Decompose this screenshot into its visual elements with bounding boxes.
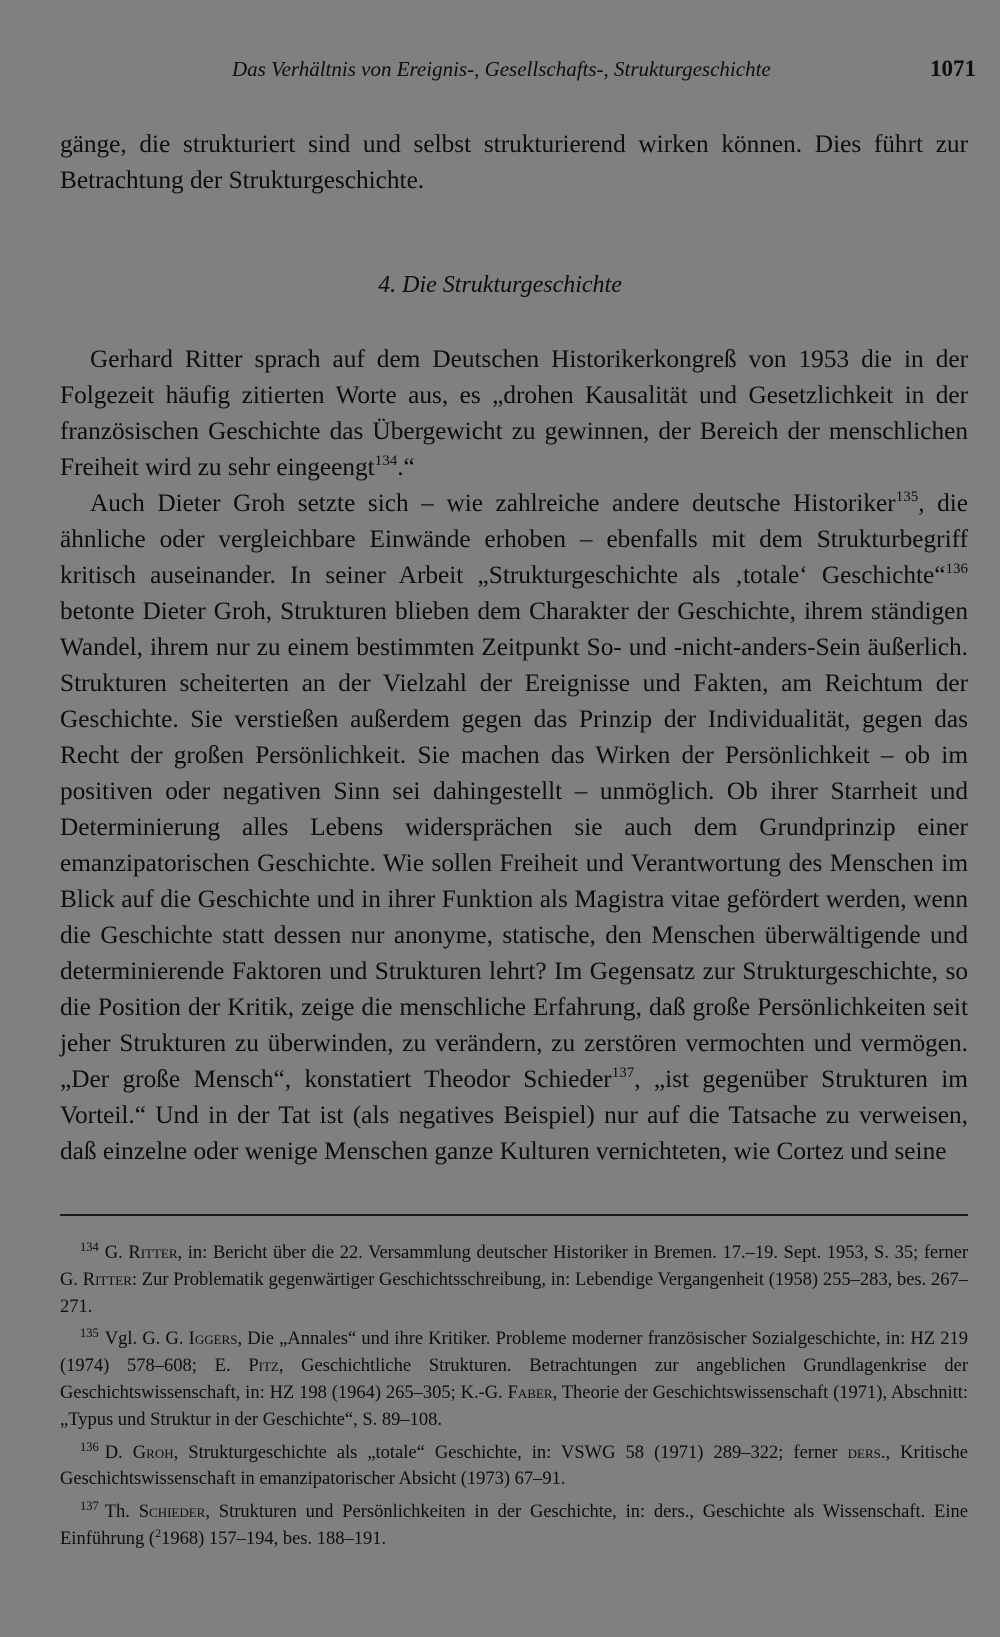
footnote-135: $^{135}$ Vgl. G. G. Iggers, Die „Annales“ und ihre Kritiker. Probleme moderner französischer Sozialgeschichte, in: HZ 219 (1974) 578–608; E. Pitz, Geschichtliche Strukturen. Betrachtungen zur angeblichen Grundlagenkrise der Geschichtswissenschaft, in: HZ 198 (1964) 265–305; K.-G. Faber, Theorie der Geschichtswissenschaft (1971), Abschnitt: „Typus und Struktur in der Geschichte“, S. 89–108. [60,1326,969,1430]
paragraph-groh: Auch Dieter Groh setzte sich – wie zahlreiche andere deutsche Historiker$^{135}$, die ähnliche oder vergleichbare Einwände erhoben – ebenfalls mit dem Strukturbegriff kritisch auseinander. In seiner Arbeit „Strukturgeschichte als ‚totale‘ Geschichte“$^{136}$ betonte Dieter Groh, Strukturen blieben dem Charakter der Geschichte, ihrem ständigen Wandel, ihrem nur zu einem bestimmten Zeitpunkt So- und -nicht-anders-Sein äußerlich. Strukturen scheiterten an der Vielzahl der Ereignisse und Fakten, am Reichtum der Geschichte. Sie verstießen außerdem gegen das Prinzip der Individualität, gegen das Recht der großen Persönlichkeit. Sie machen das Wirken der Persönlichkeit – ob im positiven oder negativen Sinn sei dahingestellt – unmöglich. Ob ihrer Starrheit und Determinierung alles Lebens widersprächen sie auch dem Grundprinzip einer emanzipatorischen Geschichte. Wie sollen Freiheit und Verantwortung des Menschen im Blick auf die Geschichte und in ihrer Funktion als Magistra vitae gefördert werden, wenn die Geschichte statt dessen nur anonyme, statische, den Menschen überwältigende und determinierende Faktoren und Strukturen lehrt? Im Gegensatz zur Strukturgeschichte, so die Position der Kritik, zeige die menschliche Erfahrung, daß große Persönlichkeiten seit jeher Strukturen zu überwinden, zu verändern, zu zerstören vermochten und vermögen. „Der große Mensch“, konstatiert Theodor Schieder$^{137}$, „ist gegenüber Strukturen im Vorteil.“ Und in der Tat ist (als negatives Beispiel) nur auf die Tatsache zu verweisen, daß einzelne oder wenige Menschen ganze Kulturen vernichteten, wie Cortez und seine [60,489,968,1165]
footnote-author: Schieder [138,1502,206,1523]
paragraph-ritter: Gerhard Ritter sprach auf dem Deutschen Historikerkongreß von 1953 die in der Folgezeit häufig zitierten Worte aus, es „drohen Kausalität und Gesetzlichkeit in der französischen Geschichte das Übergewicht zu gewinnen, der Bereich der menschlichen Freiheit wird zu sehr eingeengt$^{134}$.“ [60,345,968,481]
footnote-number: 137 [80,1499,99,1514]
footnote-number: 135 [80,1326,99,1341]
footnote-author: E. Pitz [214,1356,279,1377]
footnote-author: G. Ritter [60,1269,132,1290]
footnote-134: $^{134}$ G. Ritter, in: Bericht über die 22. Versammlung deutscher Historiker in Bremen. 17.–19. Sept. 1953, S. 35; ferner G. Ritter: Zur Problematik gegenwärtiger Geschichtsschreibung, in: Lebendige Vergangenheit (1958) 255–283, bes. 267–271. [60,1240,968,1317]
footnote-136: $^{136}$ D. Groh, Strukturgeschichte als „totale“ Geschichte, in: VSWG 58 (1971) 289–322; ferner ders., Kritische Geschichtswissenschaft in emanzipatorischer Absicht (1973) 67–91. [60,1439,968,1490]
footnote-ref-137[interactable]: 137 [611,1065,635,1081]
running-head: Das Verhältnis von Ereignis-, Gesellschafts-, Strukturgeschichte [232,57,771,81]
footnote-number: 136 [80,1439,99,1454]
footnote-number: 134 [80,1240,99,1254]
footnotes [60,1234,968,1553]
footnote-author: ders. [847,1442,886,1463]
edition-superscript: 2 [155,1525,162,1540]
page-number: 1071 [930,56,976,81]
section-heading: 4. Die Strukturgeschichte [378,272,622,298]
footnote-137: $^{137}$ Th. Schieder, Strukturen und Persönlichkeiten in der Geschichte, in: ders., Geschichte als Wissenschaft. Eine Einführung ($^2$1968) 157–194, bes. 188–191. [60,1499,968,1549]
footnote-author: K.-G. Faber [460,1382,553,1403]
footnote-author: D. Groh [104,1442,174,1463]
footnote-ref-135[interactable]: 135 [895,489,919,505]
footnote-author: G. Ritter [104,1243,178,1263]
continuation-paragraph: gänge, die strukturiert sind und selbst strukturierend wirken können. Dies führt zur Betrachtung der Strukturgeschichte. [60,130,968,194]
footnote-author: G. G. Iggers [142,1329,238,1350]
footnote-ref-136[interactable]: 136 [945,561,968,577]
section-body [60,341,968,1169]
footnote-divider [60,1214,968,1216]
footnote-ref-134[interactable]: 134 [374,453,398,469]
